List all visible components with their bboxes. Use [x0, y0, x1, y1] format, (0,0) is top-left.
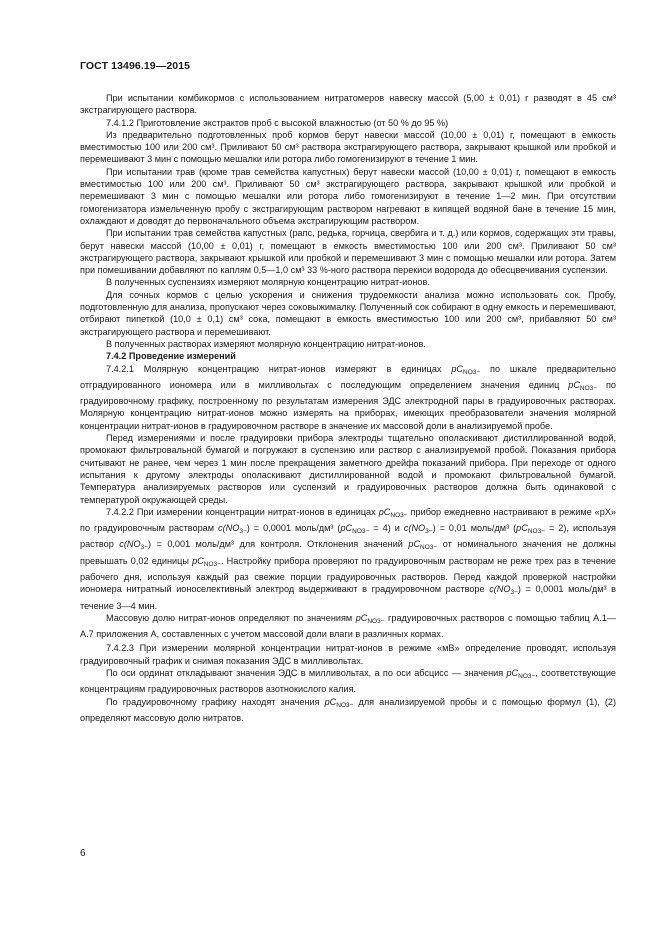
- paragraph: По градуировочному графику находят значения $pC_{NO3-}$ для анализируемой пробы и с помощью формул (1), (2) определяют массовую долю нитратов.: [80, 696, 616, 723]
- paragraph: Для сочных кормов с целью ускорения и снижения трудоемкости анализа можно использовать сок. Пробу, подготовленную для анализа, пропускают через соковыжималку. Полученный сок собирают в одну емкость и перемешивают, отбирают пипеткой (10,0 ± 0,1) см³ сока, помещают в емкость вместимостью 100 или 200 см³, прибавляют 50 см³ экстрагирующего раствора и перемешивают.: [80, 289, 616, 337]
- paragraph: Из предварительно подготовленных проб кормов берут навески массой (10,00 ± 0,01) г, помещают в емкость вместимостью 100 или 200 см³. Приливают 50 см³ раствора экстрагирующего раствора, закрывают крышкой или пробкой и перемешивают 3 мин с помощью мешалки или ротора либо гомогенизируют в течение 1 мин.: [80, 129, 616, 165]
- paragraph: Массовую долю нитрат-ионов определяют по значениям $pC_{NO3-}$ градуировочных растворов с помощью таблиц А.1—А.7 приложения А, составленных с учетом массовой доли влаги в различных кормах.: [80, 612, 616, 640]
- page-number: 6: [80, 848, 86, 859]
- paragraph: При испытании трав семейства капустных (рапс, редька, горчица, свербига и т. д.) или кормов, содержащих эти травы, берут навески массой (10,00 ± 0,01) г, помещают в емкость вместимостью 100 или 200 см³. Приливают 50 см³ экстрагирующего раствора, закрывают крышкой или пробкой и перемешивают 3 мин с помощью мешалки или ротора. Затем при помешивании добавляют по каплям 0,5—1,0 см³ 33 %-ного раствора перекиси водорода до обесцвечивания суспензии.: [80, 228, 616, 276]
- paragraph: Перед измерениями и после градуировки прибора электроды тщательно ополаскивают дистиллированной водой, промокают фильтровальной бумагой и погружают в суспензию или раствор с анализируемой пробой. Показания прибора считывают не ранее, чем через 1 мин после прекращения заметного дрейфа показаний прибора. При переходе от одного испытания к другому электроды ополаскивают дистиллированной водой и промокают фильтровальной бумагой. Температура анализируемых растворов или суспензий и градуировочных растворов должна быть одинаковой с температурой окружающей среды.: [80, 433, 616, 505]
- paragraph: В полученных суспензиях измеряют молярную концентрацию нитрат-ионов.: [106, 277, 430, 288]
- paragraph: 7.4.1.2 Приготовление экстрактов проб с высокой влажностью (от 50 % до 95 %): [106, 117, 449, 128]
- body-text: [80, 92, 616, 724]
- paragraph: В полученных растворах измеряют молярную концентрацию нитрат-ионов.: [106, 338, 426, 349]
- section-heading: 7.4.2 Проведение измерений: [106, 351, 236, 362]
- paragraph-7-4-2-2: 7.4.2.2 При измерении концентрации нитрат-ионов в единицах $pC_{NO3-}$ прибор ежедневно настраивают в режиме «pX» по градуировочным растворам $c(NO_{3-}) = 0,0001$ моль/дм³ $(pC_{NO3-} = 4)$ и $c(NO_{3-}) = 0,01$ моль/дм³ $(pC_{NO3-} = 2)$, используя раствор $c(NO_{3-}) = 0,001$ моль/дм³ для контроля. Отклонения значений $pC_{NO3-}$ от номинального значения не должны превышать 0,02 единицы $pC_{NO3-}$. Настройку прибора проверяют по градуировочным растворам не реже трех раз в течение рабочего дня, используя каждый раз свежие порции градуировочных растворов. Перед каждой проверкой настройки иономера нитратный ионоселективный электрод выдерживают в градуировочном растворе $c(NO_{3-}) = 0,0001$ моль/дм³ в течение 3—4 мин.: [80, 506, 616, 611]
- page-header: ГОСТ 13496.19—2015: [80, 60, 191, 72]
- paragraph: При испытании трав (кроме трав семейства капустных) берут навески массой (10,00 ± 0,01) г, помещают в емкость вместимостью 100 или 200 см³. Приливают 50 см³ экстрагирующего раствора, закрывают крышкой или пробкой и перемешивают 3 мин с помощью мешалки или ротора либо гомогенизируют в течение 1—2 мин. При отсутствии гомогенизатора измельченную пробу с экстрагирующим раствором нагревают в кипящей водяной бане в течение 15 мин, охлаждают и доводят до первоначального объема экстрагирующим раствором.: [80, 166, 616, 226]
- paragraph: По оси ординат откладывают значения ЭДС в милливольтах, а по оси абсцисс — значения $pC_{NO3-}$, соответствующие концентрациям градуировочных растворов азотнокислого калия.: [80, 668, 616, 695]
- paragraph: При испытании комбикормов с использованием нитратомеров навеску массой (5,00 ± 0,01) г разводят в 45 см³ экстрагирующего раствора.: [80, 93, 616, 116]
- paragraph-7-4-2-1: 7.4.2.1 Молярную концентрацию нитрат-ионов измеряют в единицах $pC_{NO3-}$ по шкале предварительно отградуированного иономера или в милливольтах с последующим определением значения единиц $pC_{NO3-}$ по градуировочному графику, построенному по результатам измерения ЭДС электродной пары в градуировочных растворах. Молярную концентрацию нитрат-ионов можно измерять на приборах, имеющих преобразователи значения молярной концентрации нитрат-ионов в градуировочном растворе в значение их массовой доли в анализируемой пробе.: [80, 363, 616, 431]
- paragraph: 7.4.2.3 При измерении молярной концентрации нитрат-ионов в режиме «мВ» определение проводят, используя градуировочный график и снимая показания ЭДС в милливольтах.: [80, 643, 616, 666]
